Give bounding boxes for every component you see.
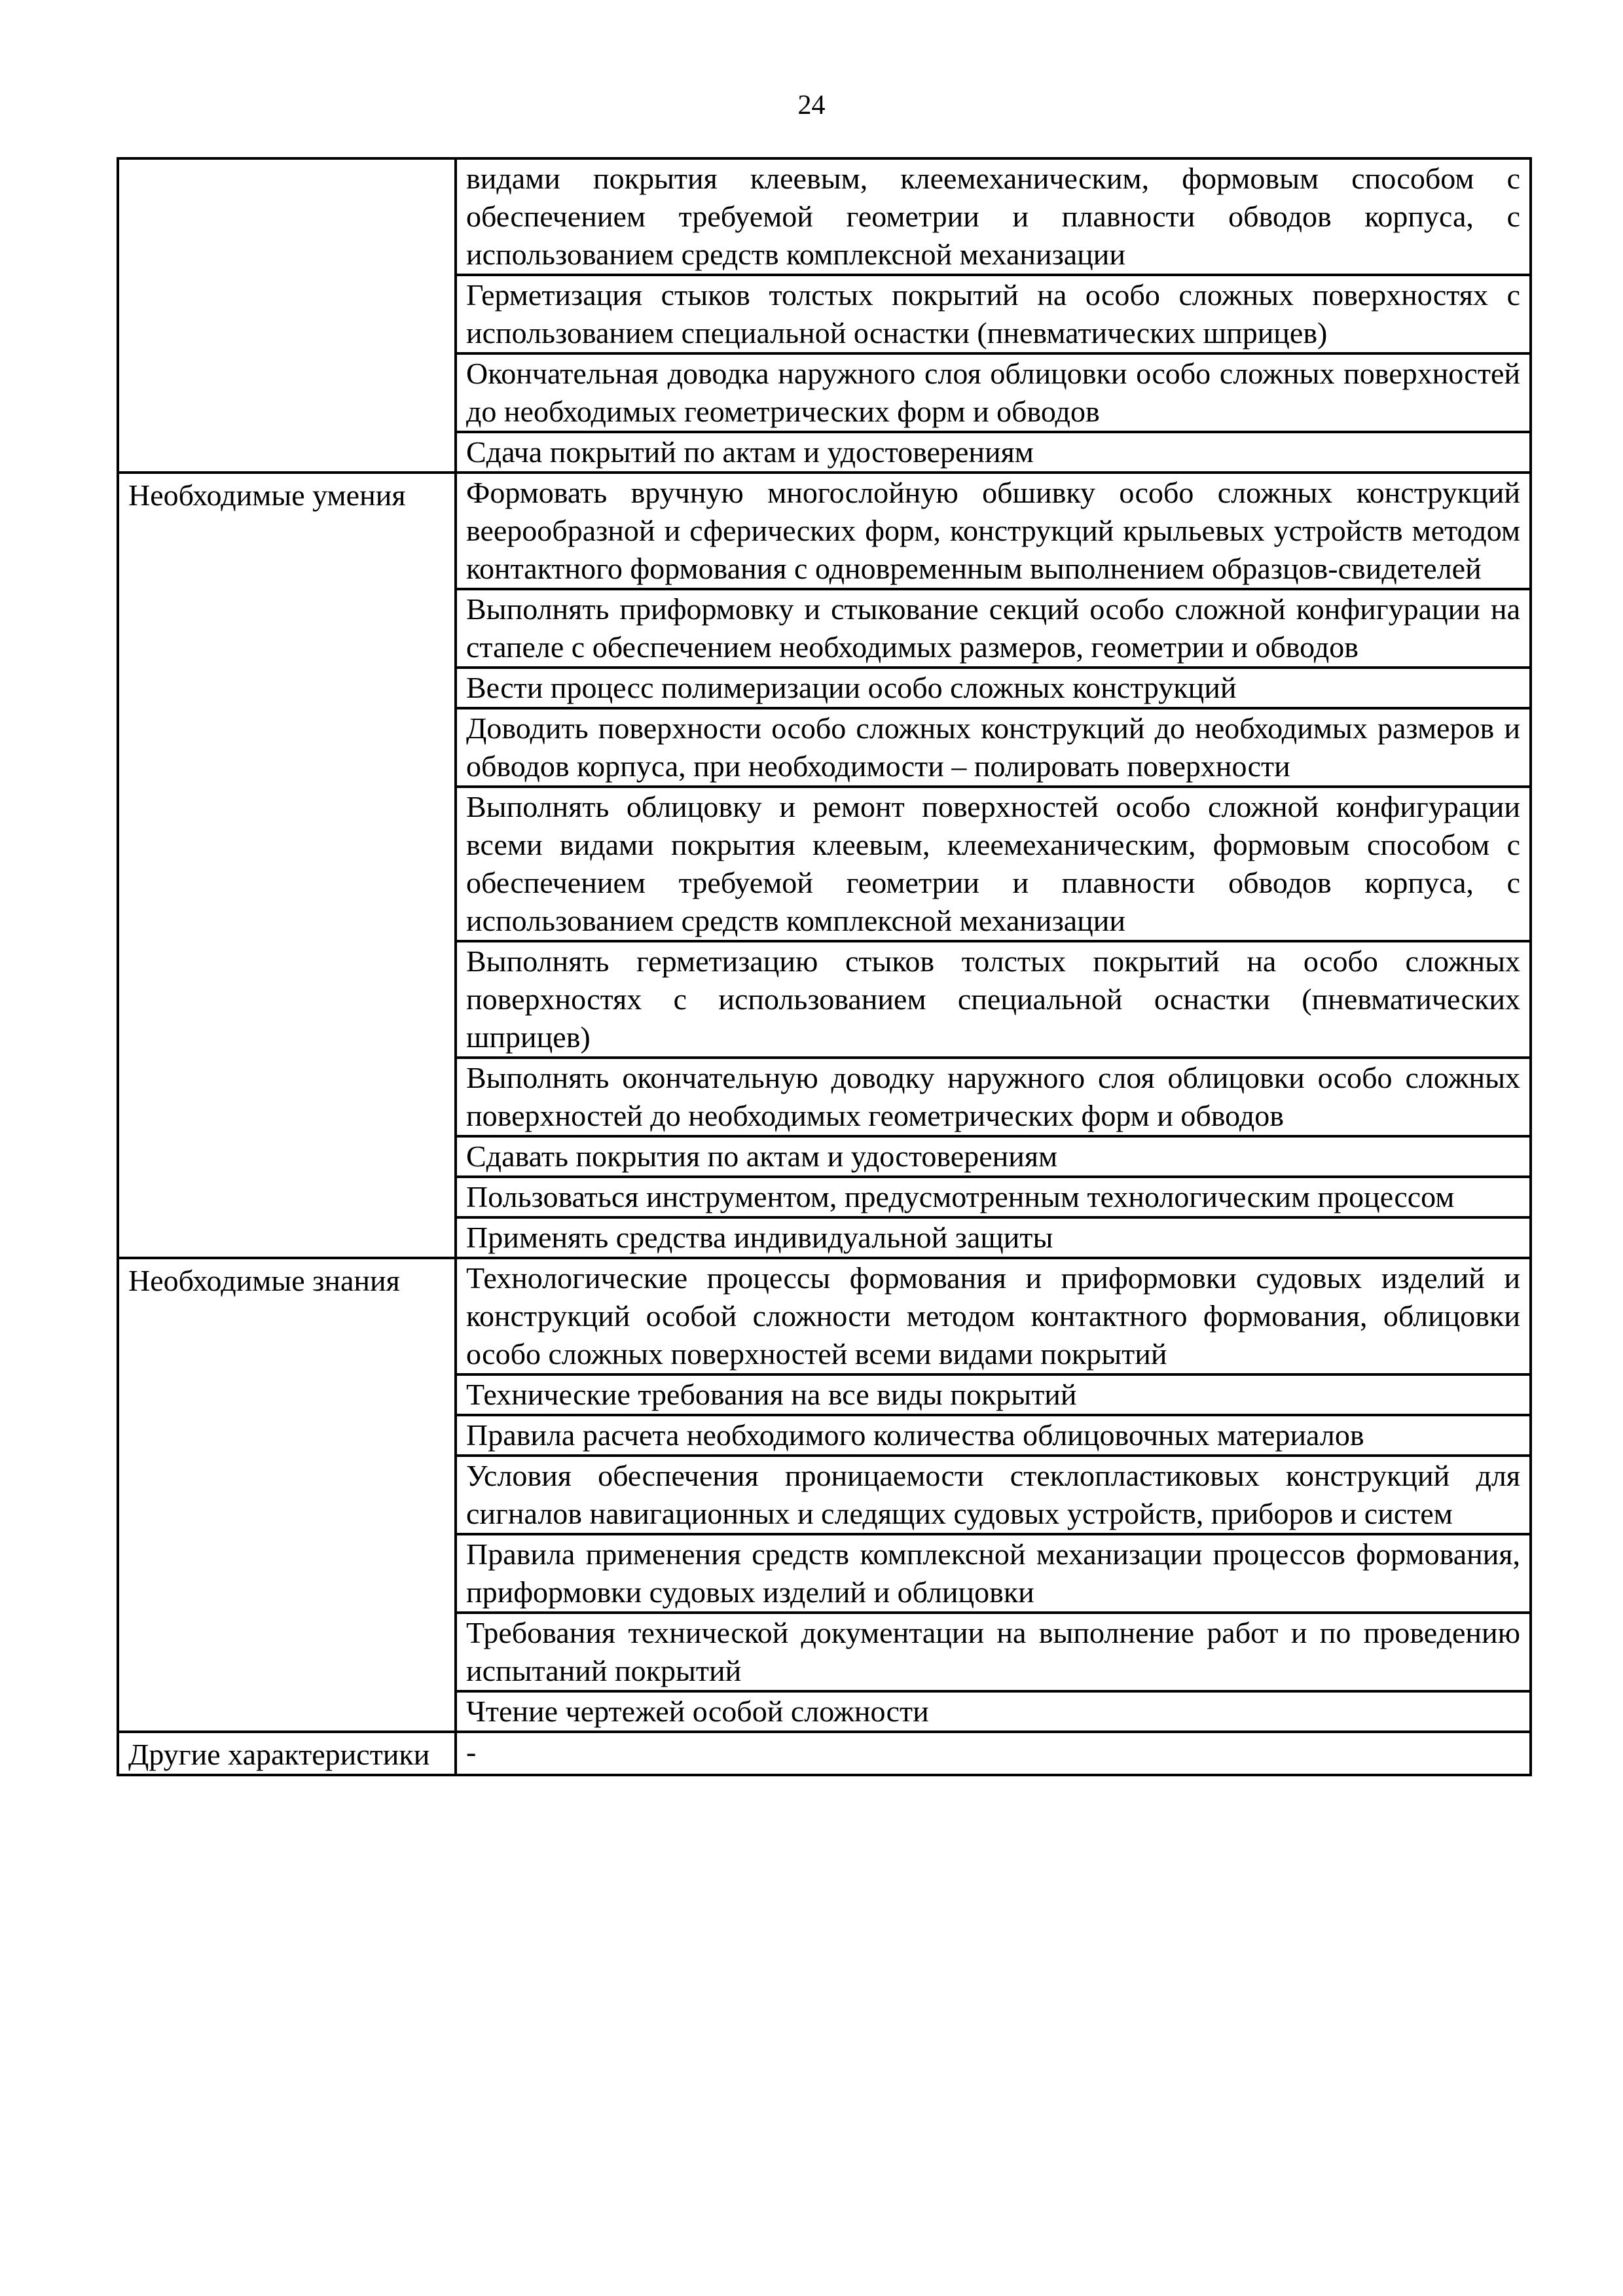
table-row: [118, 1258, 1531, 1374]
section-item: Применять средства индивидуальной защиты: [456, 1217, 1531, 1258]
section-item: Герметизация стыков толстых покрытий на особо сложных поверхностях с использованием специальной оснастки (пневматических шприцев): [456, 275, 1531, 353]
section-item: Технологические процессы формования и приформовки судовых изделий и конструкций особой сложности методом контактного формования, облицовки особо сложных поверхностей всеми видами покрытий: [456, 1258, 1531, 1374]
table-row: [118, 158, 1531, 275]
section-item: Технические требования на все виды покрытий: [456, 1374, 1531, 1415]
section-item: Окончательная доводка наружного слоя облицовки особо сложных поверхностей до необходимых геометрических форм и обводов: [456, 353, 1531, 432]
section-item: Условия обеспечения проницаемости стеклопластиковых конструкций для сигналов навигационных и следящих судовых устройств, приборов и систем: [456, 1456, 1531, 1534]
requirements-table-body: [118, 158, 1531, 1775]
section-label: Другие характеристики: [118, 1732, 456, 1775]
section-item: Вести процесс полимеризации особо сложных конструкций: [456, 668, 1531, 708]
section-item: Выполнять приформовку и стыкование секций особо сложной конфигурации на стапеле с обеспечением необходимых размеров, геометрии и обводов: [456, 589, 1531, 668]
section-label: [118, 158, 456, 473]
section-item: Выполнять облицовку и ремонт поверхностей особо сложной конфигурации всеми видами покрытия клеевым, клеемеханическим, формовым способом с обеспечением требуемой геометрии и плавности обводов корпуса, с использованием средств комплексной механизации: [456, 787, 1531, 941]
section-item: Сдавать покрытия по актам и удостоверениям: [456, 1136, 1531, 1177]
section-item: Правила применения средств комплексной механизации процессов формования, приформовки судовых изделий и облицовки: [456, 1534, 1531, 1613]
section-label: Необходимые знания: [118, 1258, 456, 1732]
table-row: [118, 1732, 1531, 1775]
section-item: Доводить поверхности особо сложных конструкций до необходимых размеров и обводов корпуса, при необходимости – полировать поверхности: [456, 708, 1531, 787]
section-item: -: [456, 1732, 1531, 1775]
page-number: 24: [797, 90, 826, 120]
section-item: Формовать вручную многослойную обшивку особо сложных конструкций веерообразной и сферических форм, конструкций крыльевых устройств методом контактного формования с одновременным выполнением образцов-свидетелей: [456, 473, 1531, 589]
section-item: видами покрытия клеевым, клеемеханическим, формовым способом с обеспечением требуемой геометрии и плавности обводов корпуса, с использованием средств комплексной механизации: [456, 158, 1531, 275]
section-item: Выполнять окончательную доводку наружного слоя облицовки особо сложных поверхностей до необходимых геометрических форм и обводов: [456, 1058, 1531, 1136]
table-row: [118, 473, 1531, 589]
section-item: Требования технической документации на выполнение работ и по проведению испытаний покрытий: [456, 1613, 1531, 1691]
section-item: Чтение чертежей особой сложности: [456, 1691, 1531, 1732]
section-item: Сдача покрытий по актам и удостоверениям: [456, 432, 1531, 473]
section-item: Правила расчета необходимого количества облицовочных материалов: [456, 1415, 1531, 1456]
section-item: Пользоваться инструментом, предусмотренным технологическим процессом: [456, 1177, 1531, 1217]
section-label: Необходимые умения: [118, 473, 456, 1258]
requirements-table: [117, 157, 1532, 1776]
section-item: Выполнять герметизацию стыков толстых покрытий на особо сложных поверхностях с использованием специальной оснастки (пневматических шприцев): [456, 941, 1531, 1058]
